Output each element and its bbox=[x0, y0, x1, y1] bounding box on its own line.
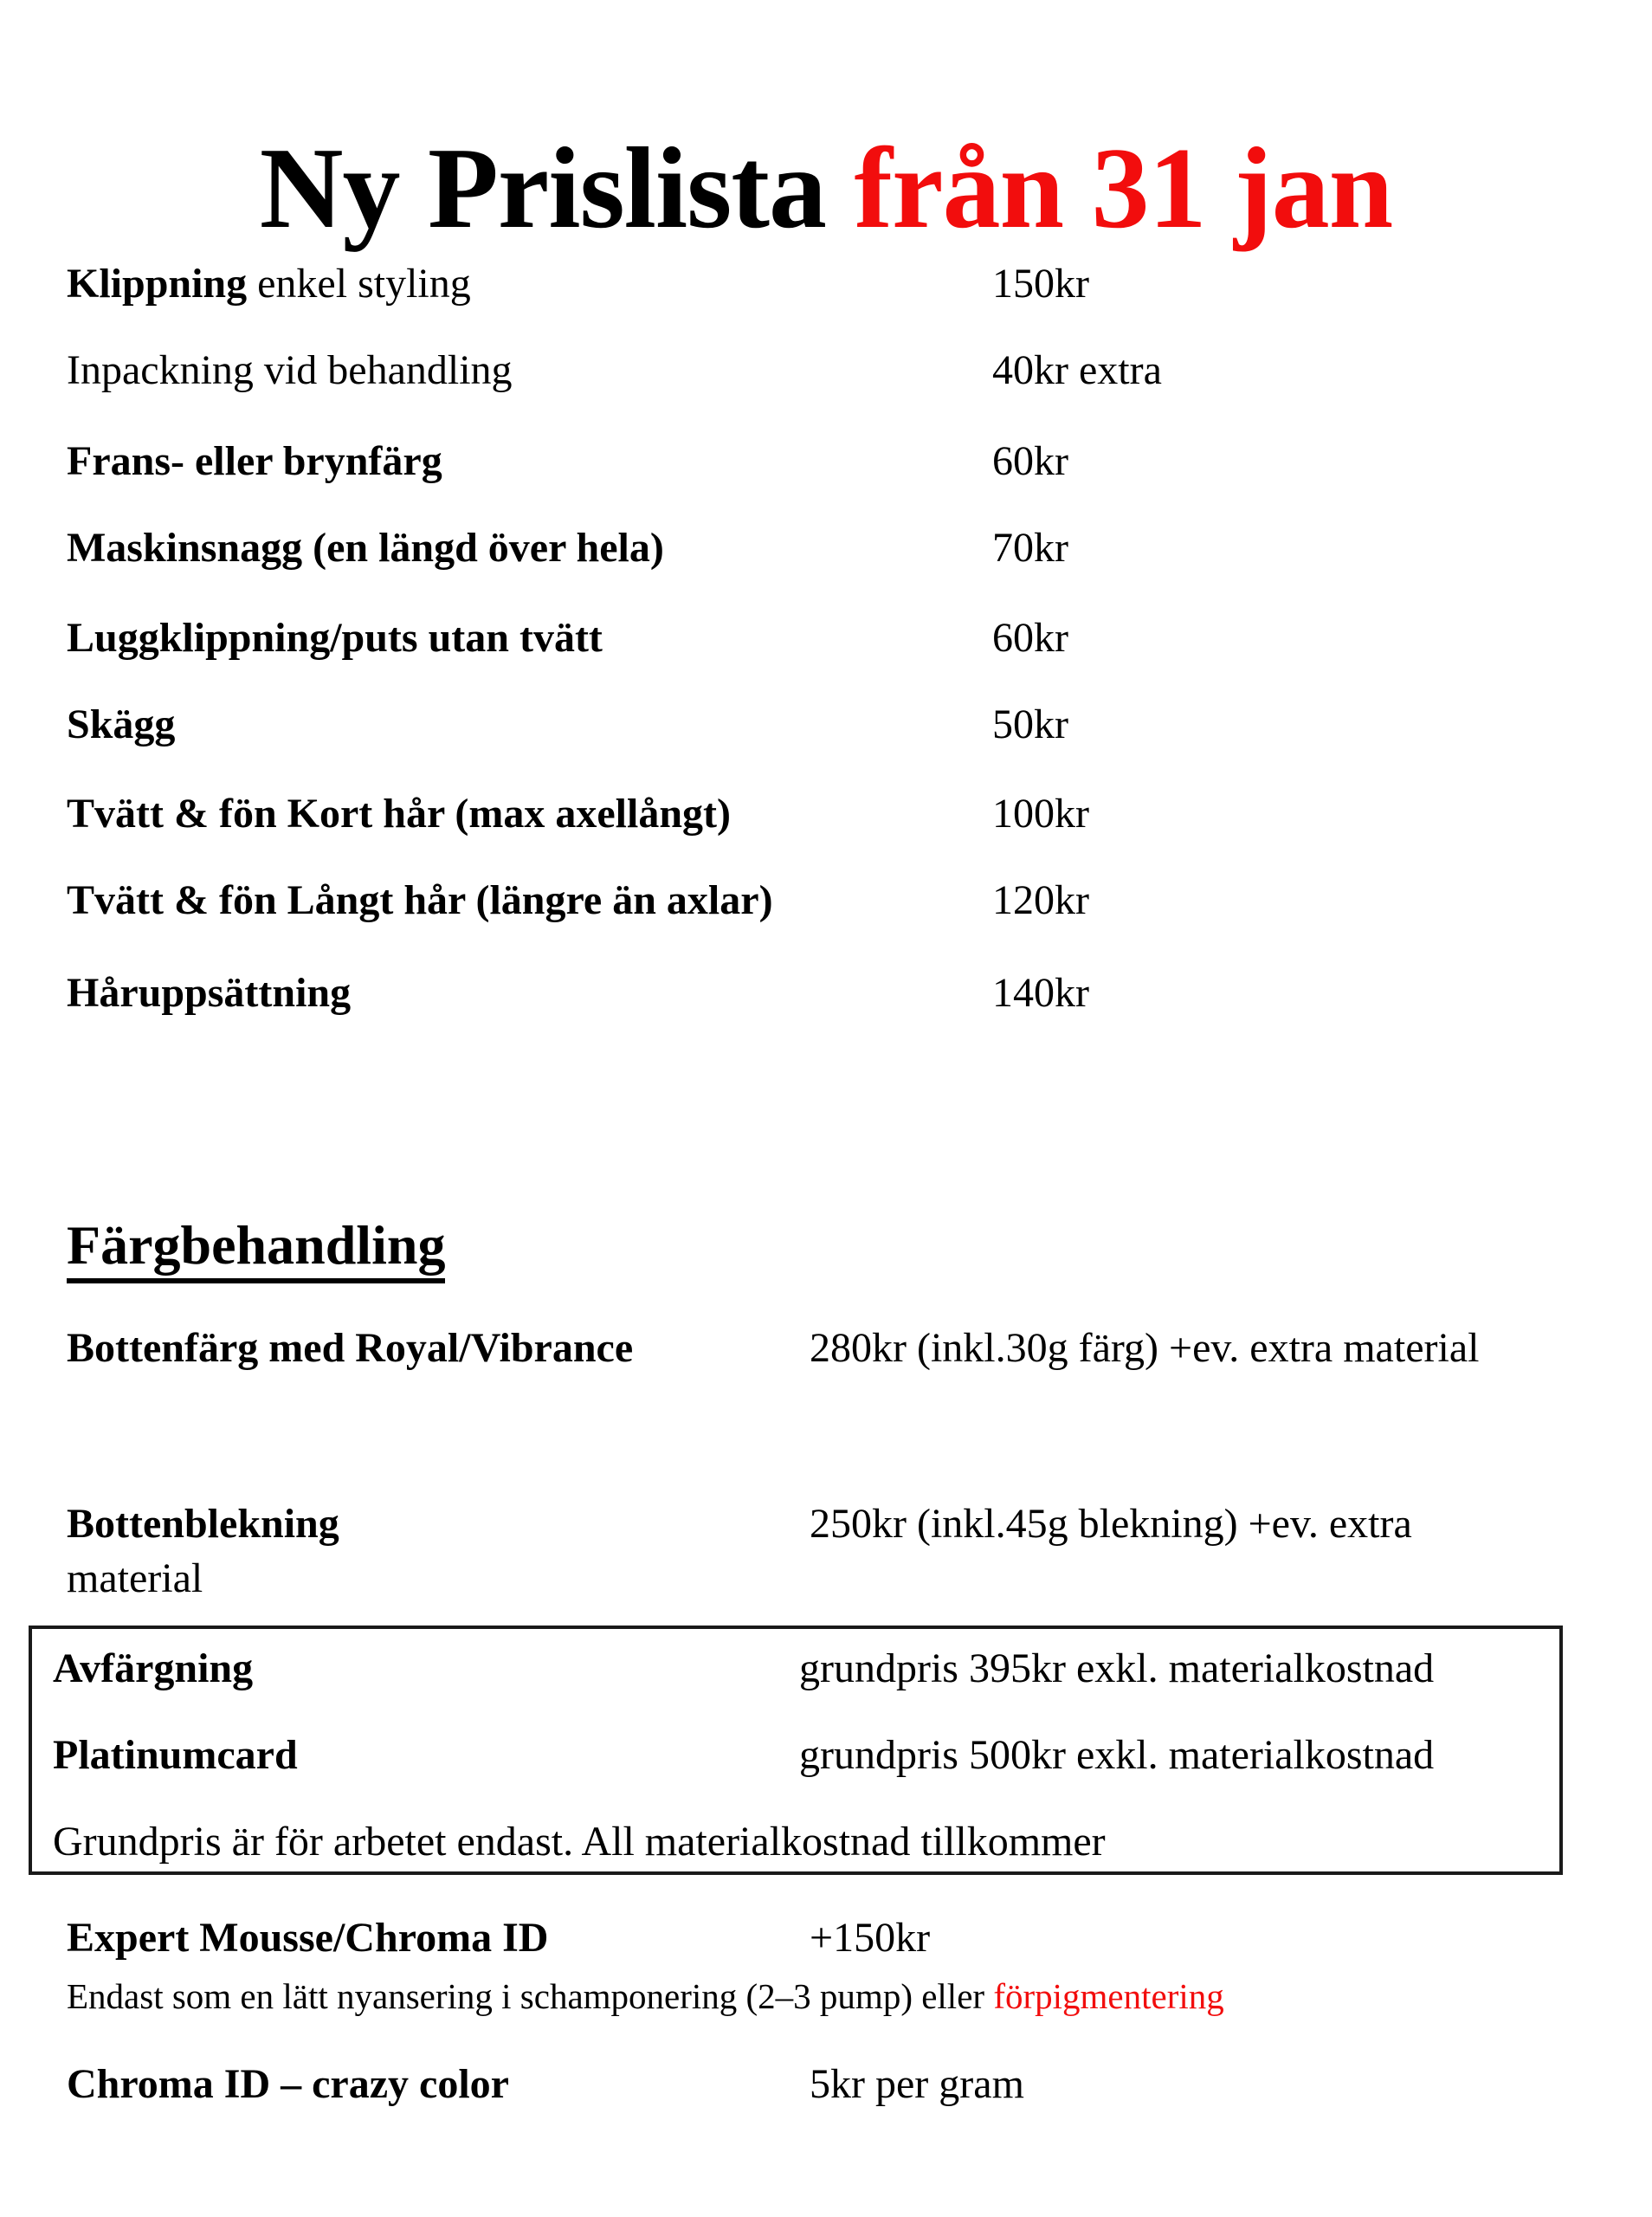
service-price: 150kr bbox=[992, 261, 1089, 307]
service-label: Luggklippning/puts utan tvätt bbox=[67, 615, 603, 661]
service-label: Skägg bbox=[67, 701, 176, 747]
service-row bbox=[0, 788, 1652, 840]
service-row bbox=[0, 522, 1652, 574]
page-title-black: Ny Prislista bbox=[259, 123, 855, 252]
service-label: Håruppsättning bbox=[67, 970, 352, 1016]
page-title bbox=[0, 121, 1652, 255]
service-row bbox=[0, 345, 1652, 397]
service-row bbox=[0, 875, 1652, 927]
grundpris-box bbox=[29, 1626, 1563, 1875]
service-price: 250kr (inkl.45g blekning) +ev. extra bbox=[810, 1501, 1412, 1547]
price-wrap-line: material bbox=[67, 1555, 203, 1601]
service-price: 140kr bbox=[992, 970, 1089, 1016]
service-label: Maskinsnagg (en längd över hela) bbox=[67, 525, 664, 571]
service-price: 40kr extra bbox=[992, 347, 1162, 393]
service-label: Bottenfärg med Royal/Vibrance bbox=[67, 1325, 634, 1371]
service-label: Chroma ID – crazy color bbox=[67, 2061, 509, 2107]
service-row bbox=[0, 436, 1652, 488]
service-price: 50kr bbox=[992, 701, 1068, 747]
service-price: 280kr (inkl.30g färg) +ev. extra material bbox=[810, 1325, 1480, 1371]
service-row bbox=[0, 2059, 1652, 2110]
service-row bbox=[32, 1643, 1559, 1695]
color-section-heading: Färgbehandling bbox=[67, 1215, 445, 1283]
service-row bbox=[0, 699, 1652, 751]
service-price: 60kr bbox=[992, 438, 1068, 484]
page-title-red: från 31 jan bbox=[854, 123, 1393, 252]
service-label: Klippning enkel styling bbox=[67, 261, 471, 307]
service-label: Tvätt & fön Långt hår (längre än axlar) bbox=[67, 877, 773, 923]
service-price: 5kr per gram bbox=[810, 2061, 1024, 2107]
service-label: Frans- eller brynfärg bbox=[67, 438, 442, 484]
service-price: 120kr bbox=[992, 877, 1089, 923]
service-label: Bottenblekning bbox=[67, 1501, 339, 1547]
expert-fineprint bbox=[67, 1975, 1224, 2018]
service-price: +150kr bbox=[810, 1915, 931, 1961]
service-price: 100kr bbox=[992, 791, 1089, 837]
service-row bbox=[32, 1729, 1559, 1781]
service-price: 70kr bbox=[992, 525, 1068, 571]
service-label: Avfärgning bbox=[53, 1645, 254, 1691]
service-price: grundpris 500kr exkl. materialkostnad bbox=[799, 1732, 1435, 1778]
service-row bbox=[0, 258, 1652, 310]
service-row bbox=[0, 1498, 1652, 1550]
service-label: Expert Mousse/Chroma ID bbox=[67, 1915, 549, 1961]
grundpris-note: Grundpris är för arbetet endast. All materialkostnad tillkommer bbox=[53, 1819, 1106, 1865]
service-row bbox=[0, 1912, 1652, 1964]
service-row bbox=[0, 1322, 1652, 1374]
service-price: 60kr bbox=[992, 615, 1068, 661]
expert-fineprint-black: Endast som en lätt nyansering i schamponering (2–3 pump) eller bbox=[67, 1976, 994, 2016]
expert-fineprint-red: förpigmentering bbox=[993, 1976, 1224, 2016]
service-label: Tvätt & fön Kort hår (max axellångt) bbox=[67, 791, 732, 837]
service-price: grundpris 395kr exkl. materialkostnad bbox=[799, 1645, 1435, 1691]
service-row bbox=[0, 967, 1652, 1019]
service-row bbox=[0, 612, 1652, 664]
service-label: Platinumcard bbox=[53, 1732, 298, 1778]
service-label: Inpackning vid behandling bbox=[67, 347, 513, 393]
